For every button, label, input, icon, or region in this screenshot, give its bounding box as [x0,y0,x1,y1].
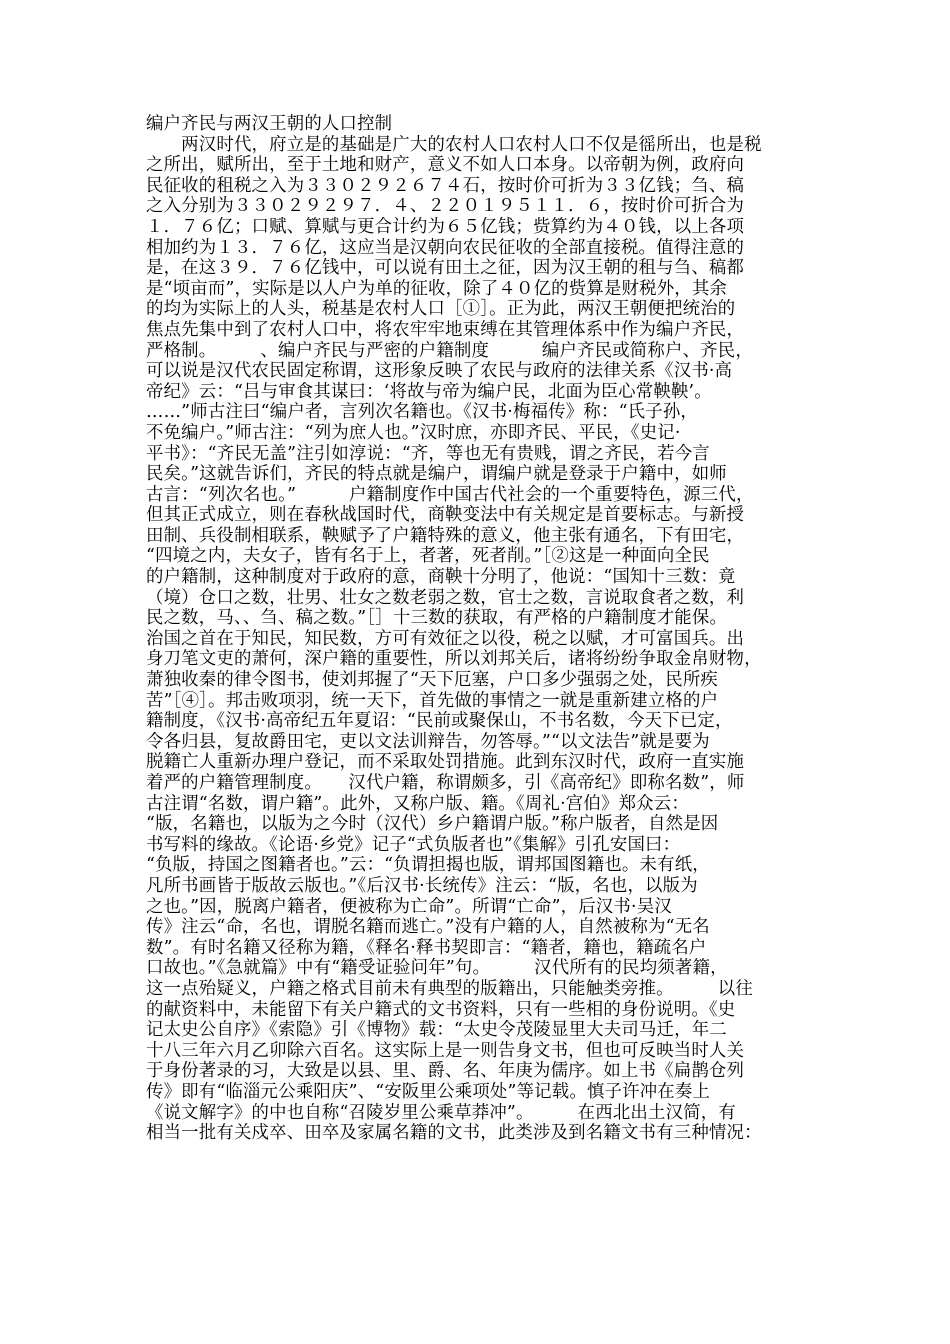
text-line: 的户籍制，这种制度对于政府的意，商鞅十分明了，他说：“国知十三数：竟 [146,567,736,588]
text-line: 平书》：“齐民无盖”注引如淳说：“齐，等也无有贵贱，谓之齐民，若今言 [146,443,710,464]
text-line: 田制、兵役制相联系，鞅赋予了户籍特殊的意义，他主张有通名，下有田宅， [146,525,745,546]
text-line: 的均为实际上的人头，税基是农村人口［①］。正为此，两汉王朝便把统治的 [146,299,736,320]
text-line: 传》即有“临淄元公乘阳庆”、“安阪里公乘项处”等记载。慎子许冲在奏上 [146,1081,711,1102]
text-line: “版，名籍也，以版为之今时（汉代）乡户籍谓户版。”称户版者，自然是因 [146,814,719,835]
text-line: 记太史公自序》《索隐》引《博物》载：“太史令茂陵显里大夫司马迁，年二 [146,1020,727,1041]
text-line: 不免编户。”师古注：“列为庶人也。”汉时庶，亦即齐民、平民，《史记· [146,422,681,443]
text-line: 是“顷亩而”，实际是以人户为单的征收，除了４０亿的赀算是财税外，其余 [146,278,728,299]
text-line: 严格制。 、编户齐民与严密的户籍制度 编户齐民或简称户、齐民， [146,340,753,361]
text-line: 籍制度，《汉书·高帝纪五年夏诏：“民前或聚保山，不书名数，今天下已定， [146,711,733,732]
text-line: 相当一批有关戍卒、田卒及家属名籍的文书，此类涉及到名籍文书有三种情况： [146,1123,762,1144]
text-line: 相加约为１３．７６亿，这应当是汉朝向农民征收的全部直接税。值得注意的 [146,237,745,258]
text-line: 脱籍亡人重新办理户登记，而不采取处罚措施。此到东汉时代，政府一直实施 [146,752,745,773]
text-line: 民征收的租税之入为３３０２９２６７４石，按时价可折为３３亿钱；刍、稿 [146,175,745,196]
text-line: 令各归县，复故爵田宅，吏以文法训辩告，勿答辱。”“以文法告”就是要为 [146,731,710,752]
document-body [146,114,806,1144]
text-line: 这一点殆疑义，户籍之格式目前未有典型的版籍出，只能触类旁推。 以往 [146,978,753,999]
text-line: 的献资料中，未能留下有关户籍式的文书资料，只有一些相的身份说明。《史 [146,999,736,1020]
text-line: 数”。有时名籍又径称为籍，《释名·释书契即言：“籍者，籍也，籍疏名户 [146,937,707,958]
text-line: 萧独收秦的律令图书，使刘邦握了“天下厄塞，户口多少强弱之处，民所疾 [146,670,718,691]
text-line: “负版，持国之图籍者也。”云：“负谓担揭也版，谓邦国图籍也。未有纸， [146,855,710,876]
text-line: 十八三年六月乙卯除六百名。这实际上是一则告身文书，但也可反映当时人关 [146,1040,745,1061]
text-line: 书写料的缘故。《论语·乡党》记子“式负版者也”《集解》引孔安国曰： [146,834,681,855]
text-line: １．７６亿；口赋、算赋与更合计约为６５亿钱；赀算约为４０钱，以上各项 [146,216,745,237]
document-title: 编户齐民与两汉王朝的人口控制 [146,114,393,134]
text-line: 民之数，马、、刍、稿之数。”［］十三数的获取，有严格的户籍制度才能保。 [146,608,728,629]
text-line: 《说文解字》的中也自称“召陵岁里公乘草莽冲”。 在西北出土汉简，有 [146,1102,736,1123]
text-line: 传》注云“命，名也，谓脱名籍而逃亡。”没有户籍的人，自然被称为“无名 [146,917,710,938]
text-line: 治国之首在于知民，知民数，方可有效征之以役，税之以赋，才可富国兵。出 [146,628,745,649]
text-line: （境）仓口之数，壮男、壮女之数老弱之数，官士之数，言说取食者之数，利 [146,587,745,608]
text-line: 民矣。”这就告诉们，齐民的特点就是编户，谓编户就是登录于户籍中，如师 [146,464,727,485]
text-line: “四境之内，夫女子，皆有名于上，者著，死者削。”［②这是一种面向全民 [146,546,710,567]
text-line: 两汉时代，府立是的基础是广大的农村人口农村人口不仅是徭所出，也是税 [146,134,762,155]
text-line: 可以说是汉代农民固定称谓，这形象反映了农民与政府的法律关系《汉书·高 [146,361,733,382]
text-line: 凡所书画皆于版故云版也。”《后汉书·长统传》注云：“版，名也，以版为 [146,875,698,896]
text-line: 焦点先集中到了农村人口中，将农牢牢地束缚在其管理体系中作为编户齐民， [146,319,745,340]
text-line: 古注谓“名数，谓户籍”。此外，又称户版、籍。《周礼·宫伯》郑众云： [146,793,689,814]
text-line: 着严的户籍管理制度。 汉代户籍，称谓颇多，引《高帝纪》即称名数”，师 [146,773,745,793]
text-line: ……”师古注曰“编户者，言列次名籍也。《汉书·梅福传》称：“氏子孙， [146,402,699,423]
text-line: 口故也。”《急就篇》中有“籍受证验问年”句。 汉代所有的民均须著籍， [146,958,728,979]
text-line: 古言：“列次名也。” 户籍制度作中国古代社会的一个重要特色，源三代， [146,484,754,505]
text-line: 之所出，赋所出，至于土地和财产，意义不如人口本身。以帝朝为例，政府向 [146,155,745,176]
text-line: 帝纪》云：“吕与审食其谋曰：‘将故与帝为编户民，北面为臣心常鞅鞅’。 [146,381,712,402]
text-line: 于身份著录的习，大致是以县、里、爵、名、年庚为儒序。如上书《扁鹊仓列 [146,1061,745,1082]
text-line: 但其正式成立，则在春秋战国时代，商鞅变法中有关规定是首要标志。与新授 [146,505,745,526]
text-line: 之也。”因，脱离户籍者，便被称为亡命”。所谓“亡命”，后汉书·吴汉 [146,896,672,917]
text-line: 之入分别为３３０２９２９７．４、２２０１９５１１．６，按时价可折合为 [146,196,745,217]
text-line: 身刀笔文吏的萧何，深户籍的重要性，所以刘邦关后，诸将纷纷争取金帛财物， [146,649,762,670]
text-line: 苦”［④］。邦击败项羽，统一天下，首先做的事情之一就是重新建立格的户 [146,690,719,711]
text-line: 是，在这３９．７６亿钱中，可以说有田土之征，因为汉王朝的租与刍、稿都 [146,258,745,279]
